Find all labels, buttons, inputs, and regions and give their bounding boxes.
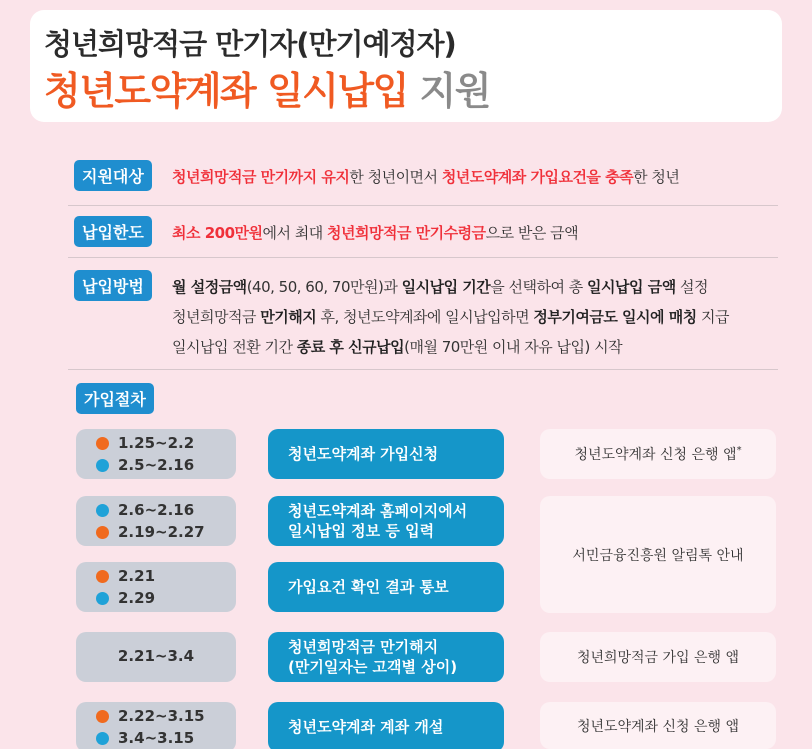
step-eligibility-result — [268, 562, 504, 612]
highlight-text: 청년희망적금 만기수령금 — [327, 224, 486, 242]
info-row-method — [68, 270, 778, 370]
date-text: 2.22~3.15 — [118, 707, 205, 725]
orange-dot-icon — [96, 570, 109, 583]
body-text: 일시납입 전환 기간 — [172, 338, 297, 356]
info-text-method-2 — [172, 306, 729, 327]
body-text: 청년희망적금 — [172, 308, 261, 326]
step-text: 청년도약계좌 가입신청 — [288, 445, 439, 463]
orange-dot-icon — [96, 526, 109, 539]
blue-dot-icon — [96, 732, 109, 745]
highlight-text: 청년도약계좌 가입요건을 충족 — [441, 168, 634, 186]
info-row-limit — [68, 216, 778, 258]
step-text: 청년희망적금 만기해지 — [288, 638, 439, 656]
date-line — [96, 729, 194, 747]
title-line1: 청년희망적금 만기자(만기예정자) — [44, 27, 456, 61]
bold-text: 정부기여금도 일시에 매칭 — [533, 308, 697, 326]
note-kinfa-alimtalk — [540, 496, 776, 613]
orange-dot-icon — [96, 710, 109, 723]
step-savings-termination — [268, 632, 504, 682]
blue-dot-icon — [96, 592, 109, 605]
date-line — [96, 456, 194, 474]
date-box-2 — [76, 496, 236, 546]
bold-text: 월 설정금액 — [172, 278, 247, 296]
date-text: 2.6~2.16 — [118, 501, 195, 519]
date-text: 2.21 — [118, 567, 156, 585]
body-text: 지급 — [696, 308, 729, 326]
orange-dot-icon — [96, 437, 109, 450]
info-label-limit: 납입한도 — [74, 216, 152, 247]
info-row-target — [68, 160, 778, 206]
date-box-1 — [76, 429, 236, 479]
date-text: 3.4~3.15 — [118, 729, 195, 747]
date-line — [96, 707, 205, 725]
date-line — [96, 501, 194, 519]
step-text: 일시납입 정보 등 입력 — [288, 522, 435, 540]
note-bank-app-apply — [540, 429, 776, 479]
info-text-target — [172, 166, 679, 187]
info-text-method-1 — [172, 276, 708, 297]
body-text: 에서 최대 — [262, 224, 327, 242]
info-label-method: 납입방법 — [74, 270, 152, 301]
highlight-text: 최소 200만원 — [172, 224, 263, 242]
body-text: 한 청년이면서 — [349, 168, 442, 186]
body-text: (매월 70만원 이내 자유 납입) 시작 — [404, 338, 623, 356]
body-text: 한 청년 — [633, 168, 680, 186]
body-text: 후, 청년도약계좌에 일시납입하면 — [316, 308, 534, 326]
step-text: 청년도약계좌 계좌 개설 — [288, 718, 444, 736]
date-text: 1.25~2.2 — [118, 434, 195, 452]
step-text: 청년도약계좌 홈페이지에서 — [288, 502, 468, 520]
title-line2 — [44, 60, 490, 115]
date-text: 2.19~2.27 — [118, 523, 205, 541]
info-text-limit — [172, 222, 578, 243]
title-rest: 지원 — [419, 69, 490, 113]
body-text: 으로 받은 금액 — [485, 224, 579, 242]
title-highlight: 청년도약계좌 일시납입 — [44, 69, 408, 113]
highlight-text: 청년희망적금 만기까지 유지 — [172, 168, 350, 186]
body-text: 을 선택하여 총 — [490, 278, 588, 296]
bold-text: 일시납입 기간 — [401, 278, 491, 296]
bold-text: 만기해지 — [260, 308, 317, 326]
blue-dot-icon — [96, 459, 109, 472]
date-line — [96, 589, 155, 607]
date-box-5 — [76, 702, 236, 749]
date-box-3 — [76, 562, 236, 612]
note-text: 청년도약계좌 신청 은행 앱 — [574, 447, 737, 463]
note-text: 청년희망적금 가입 은행 앱 — [576, 650, 740, 666]
note-text: 청년도약계좌 신청 은행 앱 — [576, 718, 740, 735]
note-text: 서민금융진흥원 알림톡 안내 — [572, 547, 744, 564]
step-homepage-input — [268, 496, 504, 546]
step-account-opening — [268, 702, 504, 749]
date-line — [96, 567, 155, 585]
body-text: (40, 50, 60, 70만원)과 — [246, 278, 402, 296]
date-text: 2.29 — [118, 589, 156, 607]
date-line — [96, 434, 194, 452]
note-bank-app-open — [540, 702, 776, 749]
blue-dot-icon — [96, 504, 109, 517]
step-apply — [268, 429, 504, 479]
note-savings-bank-app — [540, 632, 776, 682]
bold-text: 종료 후 신규납입 — [296, 338, 405, 356]
date-line — [96, 523, 205, 541]
date-box-4 — [76, 632, 236, 682]
body-text: 설정 — [675, 278, 708, 296]
bold-text: 일시납입 금액 — [587, 278, 676, 296]
step-text: (만기일자는 고객별 상이) — [288, 658, 458, 676]
date-text: 2.21~3.4 — [117, 647, 195, 665]
asterisk-mark: * — [736, 444, 742, 456]
info-label-target: 지원대상 — [74, 160, 152, 191]
info-text-method-3 — [172, 336, 622, 357]
step-text: 가입요건 확인 결과 통보 — [288, 578, 449, 596]
date-text: 2.5~2.16 — [118, 456, 195, 474]
join-label: 가입절차 — [76, 383, 154, 414]
